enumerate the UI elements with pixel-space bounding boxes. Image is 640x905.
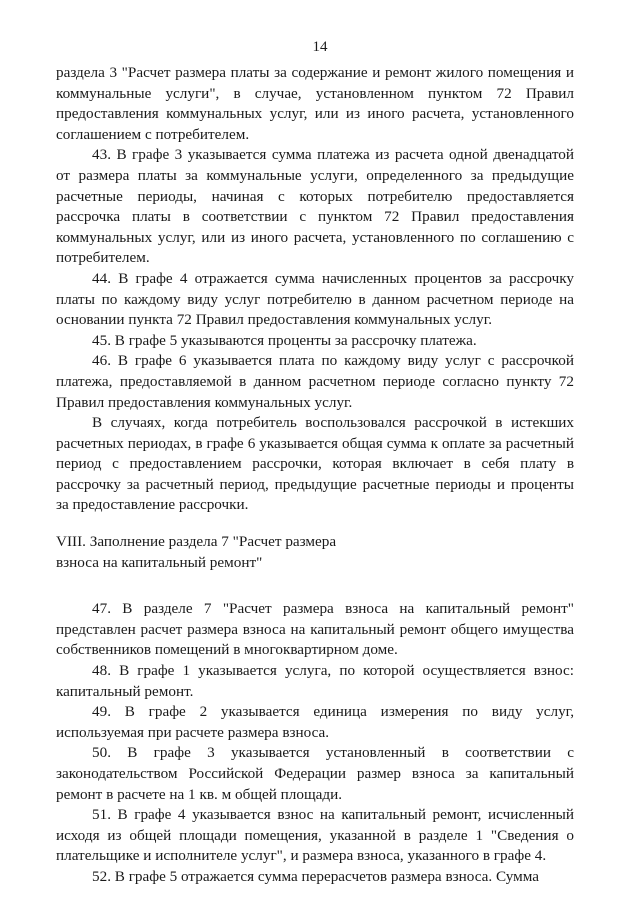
paragraph-49: 49. В графе 2 указывается единица измерения по виду услуг, используемая при расчете размера взноса.: [56, 703, 574, 741]
paragraph-45: 45. В графе 5 указываются проценты за рассрочку платежа.: [92, 331, 477, 349]
section-heading-line-1: VIII. Заполнение раздела 7 "Расчет размера: [56, 533, 337, 551]
document-body: [56, 63, 574, 888]
section-heading: [56, 532, 574, 573]
paragraph-44: 44. В графе 4 отражается сумма начисленных процентов за рассрочку платы по каждому виду услуг потребителю в данном расчетном периоде на основании пункта 72 Правил предоставления коммунальных услуг.: [56, 269, 574, 329]
paragraph-46: 46. В графе 6 указывается плата по каждому виду услуг с рассрочкой платежа, предоставляемой в данном расчетном периоде согласно пункту 72 Правил предоставления коммунальных услуг.: [56, 352, 574, 411]
paragraph-50: 50. В графе 3 указывается установленный в соответствии с законодательством Российской Федерации размер взноса за капитальный ремонт в расчете на 1 кв. м общей площади.: [56, 744, 574, 803]
page-number: 14: [312, 39, 328, 55]
paragraph-48: 48. В графе 1 указывается услуга, по которой осуществляется взнос: капитальный ремонт.: [56, 662, 574, 700]
paragraph-51: 51. В графе 4 указывается взнос на капитальный ремонт, исчисленный исходя из общей площади помещения, указанной в разделе 1 "Сведения о плательщике и исполнителе услуг", и размера взноса, указанного в графе 4.: [56, 806, 574, 865]
paragraph-43: 43. В графе 3 указывается сумма платежа из расчета одной двенадцатой от размера платы за коммунальные услуги, определенного за предыдущие расчетные периоды, начиная с которых потребителю предоставляется рассрочка платы в соответствии с пунктом 72 Правил предоставления коммунальных услуг, или из иного расчета, установленного по соглашению с потребителем.: [56, 146, 574, 267]
paragraph-46-installment-note: В случаях, когда потребитель воспользовался рассрочкой в истекших расчетных периодах, в графе 6 указывается общая сумма к оплате за расчетный период с предоставлением рассрочки, которая включает в себя плату в рассрочку за расчетный период, предыдущие расчетные периоды и проценты за предоставление рассрочки.: [56, 414, 574, 514]
paragraph-continuation: раздела 3 "Расчет размера платы за содержание и ремонт жилого помещения и коммунальные услуги", в случае, установленном пунктом 72 Правил предоставления коммунальных услуг, или из иного расчета, установленного соглашением с потребителем.: [56, 64, 574, 143]
section-heading-line-2: взноса на капитальный ремонт": [56, 553, 263, 571]
paragraph-52: 52. В графе 5 отражается сумма перерасчетов размера взноса. Сумма: [92, 867, 539, 885]
paragraph-47: 47. В разделе 7 "Расчет размера взноса на капитальный ремонт" представлен расчет размера взноса на капитальный ремонт общего имущества собственников помещений в многоквартирном доме.: [56, 600, 574, 659]
